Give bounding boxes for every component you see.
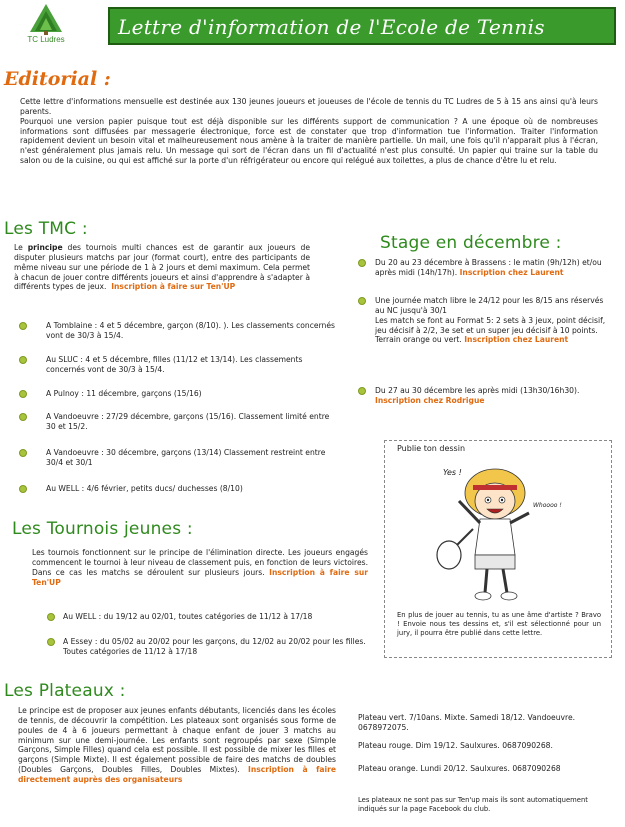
plateaux-intro-text: Le principe est de proposer aux jeunes enfants débutants, licenciés dans les écoles de tennis, de découvrir la compétition. Les plateaux sont organisés sous forme de poules de 4 à 6 joueurs permettant à chaque enfant de jouer 3 matchs au minimum sur une demi-journée. Les enfants sont regroupés par sexe (Simple Garçons, Simple Filles) quand cela est possible. Il est possible de mixer les filles et garçons (Simple Mixte). Il est également possible de faire des matchs de doubles (Doubles Garçons, Doubles Filles, Doubles Mixtes). xyxy=(18,706,336,775)
tmc-list-item xyxy=(46,448,336,468)
tmc-item-text: A Tomblaine : 4 et 5 décembre, garçon (8/10). ). Les classements concernés vont de 30/3 à 15/4. xyxy=(46,321,336,340)
tmc-heading: Les TMC : xyxy=(4,219,88,239)
bullet-icon xyxy=(19,449,27,457)
tmc-registration-link[interactable]: Inscription à faire sur Ten'UP xyxy=(111,282,236,292)
tournoi-item-text: A Essey : du 05/02 au 20/02 pour les garçons, du 12/02 au 20/02 pour les filles. Toutes catégories de 11/12 à 17/18 xyxy=(63,637,366,656)
stage-list-item xyxy=(375,258,613,278)
drawing-contest-caption: En plus de jouer au tennis, tu as une âme d'artiste ? Bravo ! Envoie nous tes dessins et, s'il est sélectionné pour un jury, il pourra être publié dans cette lettre. xyxy=(397,611,601,637)
newsletter-title-banner: Lettre d'information de l'Ecole de Tennis xyxy=(108,7,616,45)
stage-item-text: Une journée match libre le 24/12 pour les 8/15 ans réservés au NC jusqu'à 30/1 xyxy=(375,296,604,315)
plateaux-registration-link[interactable]: Inscription à faire directement auprès des organisateurs xyxy=(18,765,336,785)
stage-list-item xyxy=(375,386,613,406)
editorial-heading: Editorial : xyxy=(4,68,111,90)
stage-list-item xyxy=(375,296,613,345)
stage-item-text: Les match se font au Format 5: 2 sets à 3 jeux, point décisif, jeu décisif à 2/2, 3e set et un super jeu décisif à 10 points. Terrain orange ou vert. xyxy=(375,315,606,345)
tree-logo-icon xyxy=(27,3,65,35)
tmc-item-text: A Vandoeuvre : 27/29 décembre, garçons (15/16). Classement limité entre 30 et 15/2. xyxy=(46,412,330,431)
bullet-icon xyxy=(19,390,27,398)
tournoi-list-item xyxy=(63,637,373,657)
tmc-item-text: Au WELL : 4/6 février, petits ducs/ duchesses (8/10) xyxy=(46,484,243,493)
bullet-icon xyxy=(358,387,366,395)
stage-registration-link[interactable]: Inscription chez Laurent xyxy=(464,335,569,345)
drawing-contest-title: Publie ton dessin xyxy=(397,444,466,453)
plateau-line: Plateau rouge. Dim 19/12. Saulxures. 0687090268. xyxy=(358,741,553,750)
editorial-paragraph: Pourquoi une version papier puisque tout est déjà disponible sur les différents support de communication ? A une époque où de nombreuses informations sont diffusées par messagerie électronique, force est de constater que trop d'information tue l'information. Traiter l'information rapidement devient un besoin vital et malheureusement nous amène à la traiter de manière partielle. Un mail, une fois qu'il n'apparait plus à l'écran, n'est généralement plus jamais relu. Un message qui sort de l'écran dans un fil d'actualité n'est plus consulté. Un papier qui traine sur la table du salon ou de la cuisine, ou qui est affiché sur la porte d'un réfrigérateur ou encore qui relégué aux toilettes, a plus de chance d'être lu et relu. xyxy=(20,116,598,166)
drawing-contest-box xyxy=(384,440,612,658)
bullet-icon xyxy=(358,259,366,267)
tmc-list-item xyxy=(46,484,336,494)
stage-heading: Stage en décembre : xyxy=(380,233,562,253)
tmc-item-text: Au SLUC : 4 et 5 décembre, filles (11/12 et 13/14). Les classements concernés vont de 30/3 à 15/4. xyxy=(46,355,303,374)
tournoi-item-text: Au WELL : du 19/12 au 02/01, toutes catégories de 11/12 à 17/18 xyxy=(63,612,313,621)
editorial-paragraph: Cette lettre d'informations mensuelle est destinée aux 130 jeunes joueurs et joueuses de l'école de tennis du TC Ludres de 5 à 15 ans ainsi qu'à leurs parents. xyxy=(20,97,598,116)
tmc-list-item xyxy=(46,389,336,399)
plateaux-intro xyxy=(18,706,336,785)
plateaux-heading: Les Plateaux : xyxy=(4,681,126,701)
tmc-item-text: A Pulnoy : 11 décembre, garçons (15/16) xyxy=(46,389,202,398)
plateaux-note: Les plateaux ne sont pas sur Ten'up mais ils sont automatiquement indiqués sur la page Facebook du club. xyxy=(358,796,588,813)
tmc-item-text: A Vandoeuvre : 30 décembre, garçons (13/14) Classement restreint entre 30/4 et 30/1 xyxy=(46,448,326,467)
stage-registration-link[interactable]: Inscription chez Laurent xyxy=(459,267,564,277)
bullet-icon xyxy=(19,356,27,364)
tmc-list-item xyxy=(46,412,336,432)
speech-whoo: Whoooo ! xyxy=(533,502,562,509)
tmc-principle-bold: principe xyxy=(27,243,63,252)
tmc-list-item xyxy=(46,321,336,341)
logo-text: TC Ludres xyxy=(27,35,65,44)
editorial-body xyxy=(20,97,598,166)
tournois-intro-text: Les tournois fonctionnent sur le principe de l'élimination directe. Les joueurs engagés commencent le tournoi à leur niveau de classement puis, en fonction de leurs victoires. Dans ce cas les matchs se déroulent sur plusieurs jours. xyxy=(32,548,368,577)
child-tennis-drawing-icon xyxy=(425,455,575,605)
bullet-icon xyxy=(358,297,366,305)
bullet-icon xyxy=(19,413,27,421)
bullet-icon xyxy=(19,322,27,330)
plateau-line: Plateau orange. Lundi 20/12. Saulxures. 0687090268 xyxy=(358,764,561,773)
tmc-intro-text: Le xyxy=(14,243,28,252)
tournois-intro xyxy=(32,548,368,587)
stage-registration-link[interactable]: Inscription chez Rodrigue xyxy=(375,395,485,405)
plateau-line: Plateau vert. 7/10ans. Mixte. Samedi 18/12. Vandoeuvre. 0678972075. xyxy=(358,713,576,732)
club-logo xyxy=(16,3,76,49)
speech-yes: Yes ! xyxy=(443,468,462,477)
bullet-icon xyxy=(47,638,55,646)
bullet-icon xyxy=(19,485,27,493)
tournoi-list-item xyxy=(63,612,373,622)
tmc-intro xyxy=(14,243,310,292)
stage-item-text: Du 20 au 23 décembre à Brassens : le matin (9h/12h) et/ou après midi (14h/17h). xyxy=(375,258,602,277)
tournois-heading: Les Tournois jeunes : xyxy=(12,519,193,539)
stage-item-text: Du 27 au 30 décembre les après midi (13h30/16h30). xyxy=(375,386,580,395)
tmc-intro-text: des tournois multi chances est de garantir aux joueurs de disputer plusieurs matchs par jour (format court), entre des participants de même niveau sur une période de 1 à 2 jours et demi maximum. Cela permet à chacun de jouer contre différents joueurs et ainsi d'apprendre à s'adapter à différents types de jeux. xyxy=(14,243,311,292)
bullet-icon xyxy=(47,613,55,621)
tournois-registration-link[interactable]: Inscription à faire sur Ten'UP xyxy=(32,567,368,587)
tmc-list-item xyxy=(46,355,336,375)
